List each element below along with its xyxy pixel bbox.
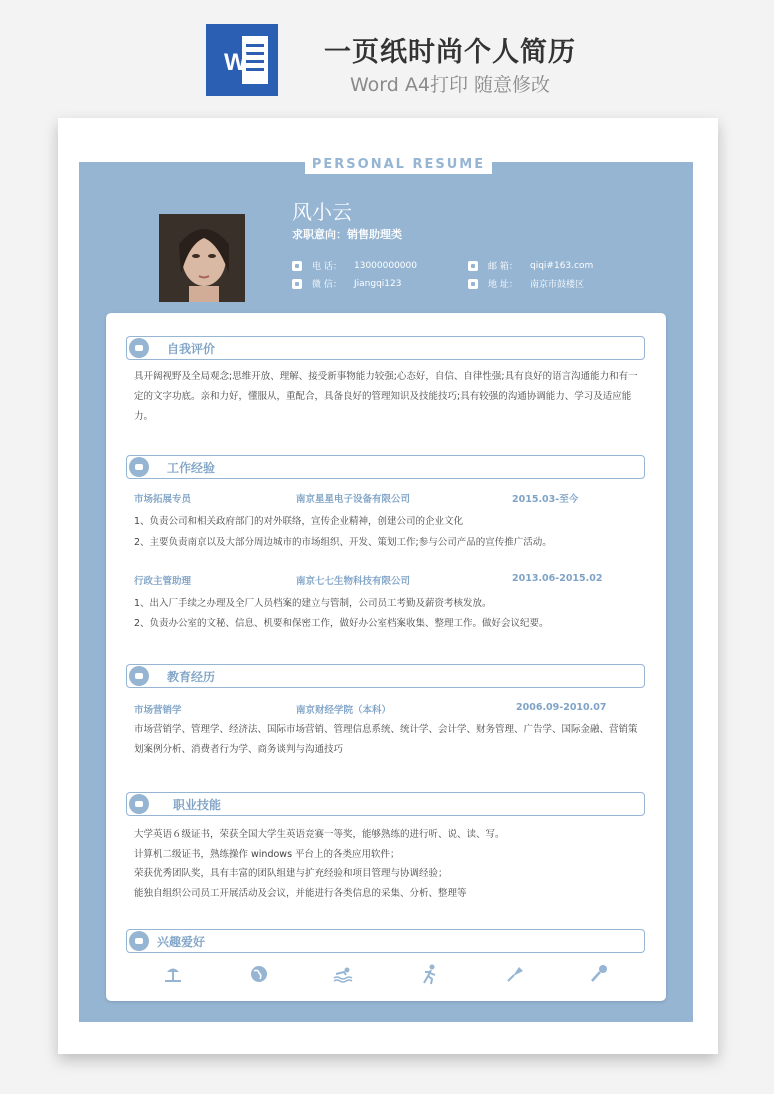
profile-photo	[159, 214, 245, 302]
page-title: 一页纸时尚个人简历	[324, 37, 576, 68]
wechat-icon	[292, 279, 302, 289]
job-duty: 2、主要负责南京以及大部分周边城市的市场组织、开发、策划工作;参与公司产品的宣传推广活动。	[134, 537, 552, 548]
job-duty: 1、负责公司和相关政府部门的对外联络，宣传企业精神，创建公司的企业文化	[134, 516, 464, 527]
contact-label: 微 信：	[312, 280, 342, 290]
contact-wechat	[292, 277, 401, 290]
job-company: 南京七七生物科技有限公司	[296, 576, 411, 587]
contact-value: qiqi#163.com	[530, 260, 594, 271]
contact-address	[468, 277, 584, 290]
education-period: 2006.09-2010.07	[516, 702, 607, 713]
running-icon	[418, 963, 440, 985]
microphone-icon	[588, 963, 610, 985]
contact-value: 南京市鼓楼区	[530, 280, 585, 290]
swimming-icon	[332, 963, 354, 985]
badminton-icon	[504, 963, 526, 985]
skill-line: 大学英语６级证书，荣获全国大学生英语竞赛一等奖，能够熟练的进行听、说、读、写。	[134, 829, 505, 840]
section-header-self-eval	[126, 336, 645, 360]
section-title: 自我评价	[167, 342, 216, 356]
section-header-education	[126, 664, 645, 688]
skill-line: 能独自组织公司员工开展活动及会议，并能进行各类信息的采集、分析、整理等	[134, 888, 467, 899]
section-title: 工作经验	[167, 461, 216, 475]
job-duty: 1、出入厂手续之办理及全厂人员档案的建立与管制，公司员工考勤及薪资考核发放。	[134, 598, 492, 609]
resume-banner: PERSONAL RESUME	[305, 156, 492, 174]
skill-line: 荣获优秀团队奖，具有丰富的团队组建与扩充经验和项目管理与协调经验；	[134, 868, 448, 879]
contact-label: 邮 箱：	[488, 262, 518, 272]
skill-icon	[129, 794, 149, 814]
hobby-icons	[146, 963, 626, 987]
job-period: 2013.06-2015.02	[512, 573, 603, 584]
star-icon	[129, 931, 149, 951]
education-school: 南京财经学院（本科）	[296, 705, 392, 716]
self-eval-text: 具开阔视野及全局观念;思维开放、理解、接受新事物能力较强;心态好，自信、自律性强;具有良好的语言沟通能力和有一定的文字功底。亲和力好，懂服从，重配合，具备良好的管理知识及技能技巧;具有较强的沟通协调能力、学习及适应能力。	[134, 371, 638, 422]
section-title: 教育经历	[167, 670, 216, 684]
skill-line: 计算机二级证书，熟练操作 windows 平台上的各类应用软件；	[134, 849, 400, 860]
contact-value: 13000000000	[354, 260, 417, 271]
job-company: 南京星星电子设备有限公司	[296, 494, 411, 505]
page-subtitle: Word A4打印 随意修改	[349, 74, 550, 96]
briefcase-icon	[129, 457, 149, 477]
svg-text:W: W	[224, 49, 247, 76]
contact-label: 电 话：	[312, 262, 342, 272]
section-header-hobbies	[126, 929, 645, 953]
candidate-name: 风小云	[292, 200, 352, 224]
contact-phone	[292, 259, 417, 272]
job-position: 行政主管助理	[134, 576, 192, 587]
job-position: 市场拓展专员	[134, 494, 192, 505]
location-icon	[468, 279, 478, 289]
contact-label: 地 址：	[488, 280, 518, 290]
education-major: 市场营销学	[134, 705, 182, 716]
globe-icon	[248, 963, 270, 985]
beach-icon	[162, 963, 184, 985]
contact-value: Jiangqi123	[354, 278, 402, 289]
resume-paper	[58, 118, 718, 1054]
section-header-skills	[126, 792, 645, 816]
mail-icon	[468, 261, 478, 271]
resume-content-card	[106, 313, 666, 1001]
phone-icon	[292, 261, 302, 271]
job-intention: 求职意向：销售助理类	[292, 228, 402, 241]
section-title: 兴趣爱好	[157, 935, 206, 949]
comment-icon	[129, 338, 149, 358]
section-title: 职业技能	[173, 798, 222, 812]
word-doc-icon	[206, 24, 278, 96]
job-period: 2015.03-至今	[512, 494, 579, 505]
job-duty: 2、负责办公室的文秘、信息、机要和保密工作，做好办公室档案收集、整理工作。做好会议纪要。	[134, 618, 549, 629]
section-header-work	[126, 455, 645, 479]
education-courses: 市场营销学、管理学、经济法、国际市场营销、管理信息系统、统计学、会计学、财务管理、广告学、国际金融、营销策划案例分析、消费者行为学、商务谈判与沟通技巧	[134, 724, 638, 755]
contact-email	[468, 259, 593, 272]
graduation-cap-icon	[129, 666, 149, 686]
